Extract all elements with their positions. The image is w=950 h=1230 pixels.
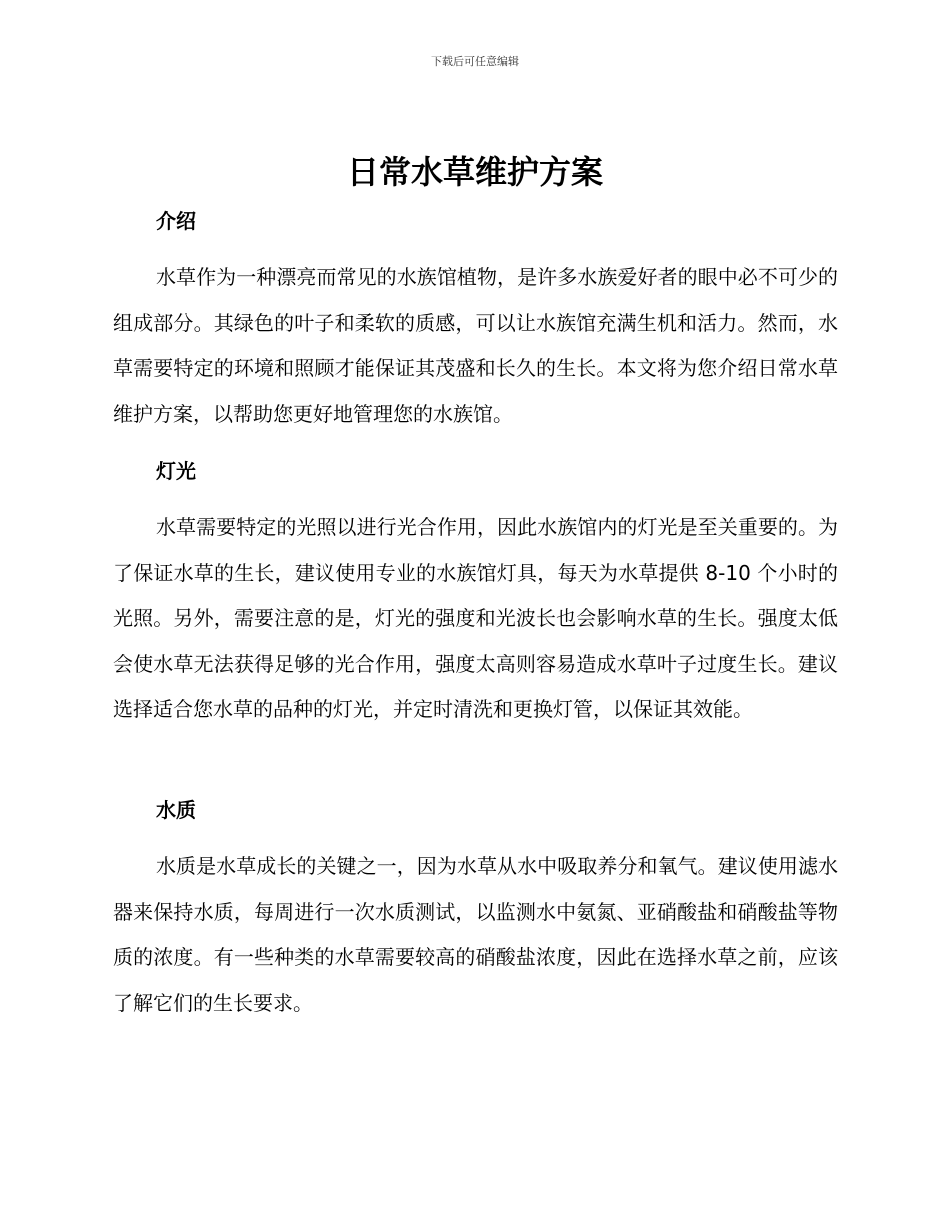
page-header-note: 下载后可任意编辑: [431, 55, 519, 68]
section-paragraph-intro: 水草作为一种漂亮而常见的水族馆植物，是许多水族爱好者的眼中必不可少的组成部分。其绿色的叶子和柔软的质感，可以让水族馆充满生机和活力。然而，水草需要特定的环境和照顾才能保证其茂盛和长久的生长。本文将为您介绍日常水草维护方案，以帮助您更好地管理您的水族馆。: [113, 265, 838, 426]
document-title: 日常水草维护方案: [346, 153, 603, 191]
section-paragraph-water-quality: 水质是水草成长的关键之一，因为水草从水中吸取养分和氧气。建议使用滤水器来保持水质，每周进行一次水质测试，以监测水中氨氮、亚硝酸盐和硝酸盐等物质的浓度。有一些种类的水草需要较高的硝酸盐浓度，因此在选择水草之前，应该了解它们的生长要求。: [113, 854, 838, 1015]
section-heading-water-quality: 水质: [156, 798, 196, 822]
section-heading-intro: 介绍: [156, 209, 196, 233]
section-paragraph-lighting: 水草需要特定的光照以进行光合作用，因此水族馆内的灯光是至关重要的。为了保证水草的生长，建议使用专业的水族馆灯具，每天为水草提供 8-10 个小时的光照。另外，需要注意的是，灯光的强度和光波长也会影响水草的生长。强度太低会使水草无法获得足够的光合作用，强度太高则容易造成水草叶子过度生长。建议选择适合您水草的品种的灯光，并定时清洗和更换灯管，以保证其效能。: [113, 515, 838, 721]
section-heading-lighting: 灯光: [156, 459, 196, 483]
